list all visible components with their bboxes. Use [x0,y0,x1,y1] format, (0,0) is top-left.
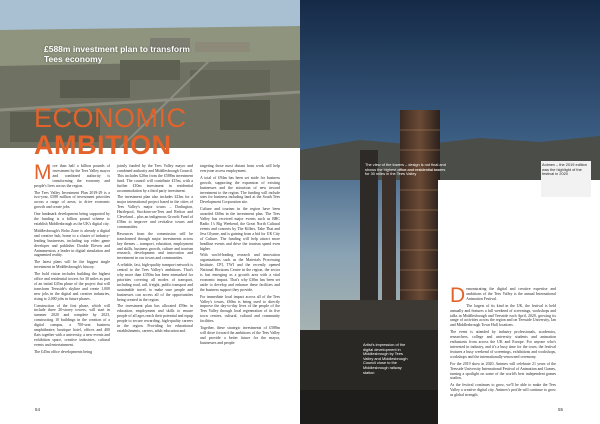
paragraph: The Tees Valley Investment Plan 2019-29 is a two-year, £588 million of investment priorities across a range of areas, to drive economic growth and create jobs. [34,190,110,210]
paragraph: For immediate local impact across all of the Tees Valley's towns, £60m is being used to directly improve the day-to-day lives of the people of the Tees Valley through local regeneration of its five town centres, cultural, cultural and community facilities. [200,294,280,324]
paragraph: For the 2019 show in 2020, Animex will celebrate 21 years of the Teesside University International Festival of Animation and Games, turning a spotlight on some of the world's best independent games studios. [450,361,556,381]
dropcap: D [450,284,466,307]
body-column-4 [450,284,556,400]
title-line-2: AMBITION [34,130,172,160]
paragraph: A reliable, fast, high-quality transport network is central to the Tees Valley's ambitions. That's why more than £350m has been earmarked for priorities covering all modes of transport, including road, rail, freight, public transport and sustainable travel, to make sure people and businesses can access all of the opportunities being created in the region. [117,263,193,302]
paragraph: Culture and tourism in the region have been awarded £60m in the investment plan. The Tees Valley has received major events such as BBC Radio 1's Big Weekend, the Great North Cultural events and concerts by The Killers, Take That and Jess Glynne, and is gaining from a bid for UK City of Culture. The funding will help attract more headline events and drive the tourism spend even higher. [200,207,280,251]
paragraph: The event is attended by industry professionals, academics, researchers, college and university students and animation enthusiasts from across the UK and Europe. For anyone who's interested in industry, and it's a busy time for the town, the festival features a busy weekend of screenings, exhibitions and workshops, workshops and the internationally-renowned ceremony. [450,330,556,359]
paragraph: The latest plans will be the biggest single investment in Middlesbrough's history. [34,260,110,270]
page-number-right: 55 [558,407,564,412]
body-column-3 [200,164,280,348]
caption-digital-development: Artist's impression of the digital development in Middlesbrough by Tees Valley and Middlesbrough Council close to the Middlesbrough railway station [363,342,408,375]
paragraph: Resources from the commission will be transformed through major investments across key themes – transport, education, employment and skills, business growth, culture and tourism research, development and innovation and investment in our towns and communities. [117,231,193,261]
paragraph: jointly funded by the Tees Valley mayor and combined authority and Middlesbrough Council. This includes £20m from the £588m investment fund. The council will contribute £15m, with a further £10m investment in residential accommodation by a third party investment. [117,164,193,193]
paragraph: ore than half a billion pounds of investment by the Tees Valley mayor and combined authority is transforming the economy and people's lives across the region. [34,164,110,188]
caption-animex: Animex – the 2019 edition was the highlight of the festival in 2020 [542,162,587,177]
paragraph: Together, these strategic investments of £588m will drive forward the ambitions of the Tees Valley and provide a better future for the mayor, businesses and people. [200,326,280,345]
paragraph: The investment plan also includes £23m for a major international project based in the cities of Tees Valley's major towns – Darlington, Hartlepool, Stockton-on-Tees and Redcar and Cleveland – plus an indigenous Growth Fund of £56m to improve and revitalise towns and communities. [117,195,193,229]
paragraph: Construction of the first phase, which will include three 20-storey towers, will start in summer 2020 and complete by 2023, constructing 10 buildings in the creation of a digital campus, a 700-seat business amphitheatre, boutique hotel, offices and 400 flats together with a university, a new events and exhibition space, creative industries, cultural events and entertainment. [34,303,110,347]
paragraph: Middlesbrough's Boho Zone is already a digital and creative hub, home to a cluster of industry-leading businesses, including top video game developer and publisher Double Eleven and Animmersion, a leader in digital simulation and augmented reality. [34,228,110,258]
body-column-2 [117,164,193,336]
caption-towers: The view of the towers – design is not final and shows the highest office and residential towers for 30 miles in the Tees Valley [365,162,446,177]
paragraph: One landmark development being supported by the funding is a billion pound scheme to establish Middlesbrough as the UK's digital city. [34,212,110,226]
dropcap: M [34,161,52,184]
paragraph: The largest of its kind in the UK, the festival is held annually and features a full weekend of screenings, workshops and talks in Middlesbrough and Teesside each April, 2020, growing its range of activities across the region and on Teesside University, Ian and Middlesbrough Town Hall locations. [450,303,556,328]
paragraph: targeting those most distant from work will help everyone access employment. [200,164,280,173]
paragraph: A total of £94m has been set aside for business growth, supporting the expansion of existing businesses and the attraction of new inward investment to the region. The funding will include sites for business including land at the South Tees Development Corporation site. [200,175,280,205]
body-column-1 [34,161,110,357]
paragraph: emonstrating the digital and creative expertise and ambitions of the Tees Valley is the annual International Animation Festival. [466,287,556,301]
title-line-1: ECONOMIC [34,103,187,133]
paragraph: The bold vision includes building the highest office and residential towers for 30 miles as part of an initial £45m phase of the project that will transform Teesside's skyline and create 1,000 new jobs in the digital and creative industries, rising to 2,000 jobs in future phases. [34,272,110,301]
page-number-left: 54 [35,407,41,412]
paragraph: The investment plan has allocated £59m in education, employment and skills to ensure people of all ages reach their potential and equip people to secure rewarding, high-quality careers in the region. Providing for educational establishments, careers, adult education and [117,304,193,333]
paragraph: As the festival continues to grow, we'll be able to make the Tees Valley a creative digital city. Animex's profile will continue to grow as global strength. [450,383,556,398]
headline: £588m investment plan to transform Tees economy [44,44,190,64]
paragraph: The £45m office developments being [34,349,93,354]
paragraph: With world-leading research and innovation organisations such as the Materials Processing Institute, CPI, TWI and the recently opened National Horizons Centre in the region, the sector is fast emerging as a growth area with a vital economic impact. That's why £30m has been set aside to develop and enhance these facilities and the business support they provide. [200,253,280,292]
pull-quote: The bold vision includes building the highest office and residential towers for 30 miles as part of an initial £45m phase of the project that will transform Teesside's skyline [443,193,538,255]
